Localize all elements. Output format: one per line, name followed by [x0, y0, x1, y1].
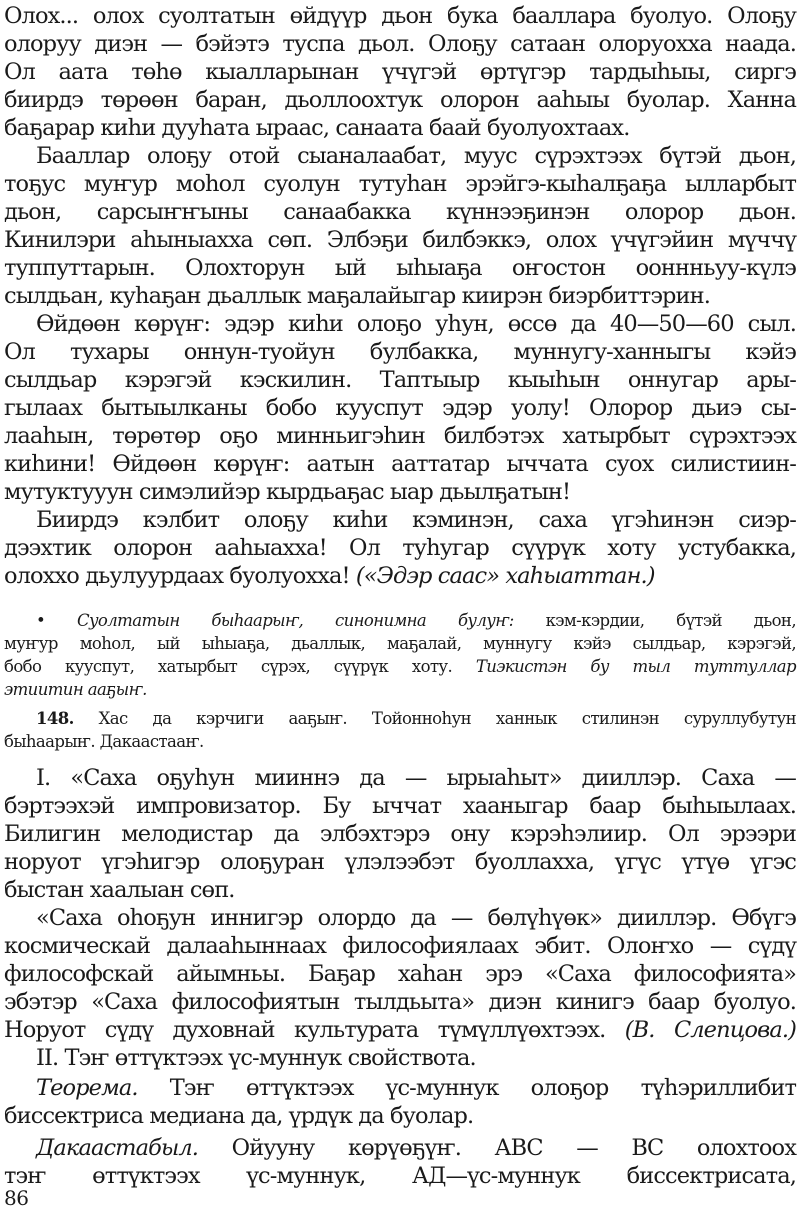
proof-line: тэҥ өттүктээх үс-муннук, АД—үс-муннук биссектрисата,	[4, 1163, 796, 1189]
text-line: быстан хаалыан сөп.	[4, 877, 235, 903]
exercise-line: быһаарыҥ. Дакаастааҥ.	[4, 732, 204, 751]
text-line: олоруу диэн — бэйэтэ туспа дьол. Олоҕу сатаан олоруохха наада.	[4, 31, 796, 57]
task-note-line: муҥур моһол, ый ыһыаҕа, дьаллык, маҕалай, муннугу кэйэ сылдьар, кэрэгэй,	[4, 634, 796, 653]
text-line: космическай далааһыннаах философиялаах эбит. Олоҥхо — сүдү	[4, 933, 796, 959]
text-line: дьон, сарсыҥҥыны санаабакка күннээҕинэн олорор дьон.	[4, 199, 796, 225]
exercise-number: 148.	[36, 709, 74, 728]
text-line: сылдьан, куһаҕан дьаллык маҕалайыгар киирэн биэрбиттэрин.	[4, 283, 710, 309]
text-line: Олох... олох суолтатын өйдүүр дьон бука бааллара буолуо. Олоҕу	[4, 3, 796, 29]
text-line: I. «Саха оҕуһун мииннэ да — ырыаһыт» дииллэр. Саха —	[36, 765, 796, 791]
task-note-line	[4, 656, 796, 678]
proof-line	[36, 1134, 796, 1162]
text-line: биирдэ төрөөн баран, дьоллоохтук олорон ааһыы буолар. Ханна	[4, 87, 796, 113]
text-line: Өйдөөн көрүҥ: эдэр киһи олоҕо уһун, өссө да 40—50—60 сыл.	[36, 311, 796, 337]
text-line: сылдьар кэрэгэй кэскилин. Таптыыр кыыһын оннугар ары-	[4, 367, 796, 393]
text-line: Бааллар олоҕу отой сыаналаабат, муус сүрэхтээх бүтэй дьон,	[36, 143, 796, 169]
bullet-icon: •	[36, 611, 46, 630]
section-heading: II. Тэҥ өттүктээх үс-муннук свойствота.	[36, 1045, 476, 1071]
text-line: эбэтэр «Саха философиятын тылдьыта» диэн кинигэ баар буолуо.	[4, 989, 796, 1015]
text-fragment: Норуот сүдү духовнай культурата түмүллүөхтээх.	[4, 1017, 606, 1043]
text-fragment: Тиэкистэн бу тыл туттуллар	[475, 657, 796, 676]
task-note-line: этиитин ааҕыҥ.	[4, 680, 147, 699]
text-line: гылаах бытыылканы бобо кууспут эдэр уолу! Олорор дьиэ сы-	[4, 395, 796, 421]
text-fragment: Хас да кэрчиги ааҕыҥ. Тойонноһун ханнык стилинэн суруллубутун	[98, 709, 796, 728]
text-line: дээхтик олорон ааһыахха! Ол туһугар сүүрүк хоту устубакка,	[4, 535, 796, 561]
text-fragment: Ойууну көрүөҕүҥ. АВС — ВС олохтоох	[231, 1135, 796, 1161]
text-fragment: Тэҥ өттүктээх үс-муннук олоҕор түһэриллибит	[169, 1075, 796, 1101]
exercise-line	[36, 708, 796, 730]
theorem-line: биссектриса медиана да, үрдүк да буолар.	[4, 1103, 474, 1129]
theorem-label: Теорема.	[36, 1075, 138, 1101]
author-citation: (В. Слепцова.)	[624, 1017, 796, 1043]
text-line: киһини! Өйдөөн көрүҥ: аатын ааттатар ыччата суох силистиин-	[4, 451, 796, 477]
text-line: норуот үгэһигэр олоҕуран үлэлээбэт буоллахха, үгүс үтүө үгэс	[4, 849, 796, 875]
text-fragment: кэм-кэрдии, бүтэй дьон,	[545, 611, 796, 630]
text-line: лааһын, төрөтөр оҕо минньигэһин билбэтэх хатырбыт сүрэхтээх	[4, 423, 796, 449]
text-line: бэртээхэй импровизатор. Бу ыччат хааныгар баар быһыылаах.	[4, 793, 796, 819]
text-fragment: бобо кууспут, хатырбыт сүрэх, сүүрүк хоту.	[4, 657, 453, 676]
text-line	[4, 1016, 796, 1044]
text-line: философскай айымньы. Баҕар хаһан эрэ «Саха философията»	[4, 961, 796, 987]
text-line: Билигин мелодистар да элбэхтэрэ ону кэрэһэлиир. Ол эрээри	[4, 821, 796, 847]
text-fragment: олоххо дьулуурдаах буолуохха!	[4, 563, 350, 589]
text-line: Ол тухары оннун-туойун булбакка, муннугу-ханныгы кэйэ	[4, 339, 796, 365]
text-line: мутуктууун симэлийэр кырдьаҕас ыар дьылҕатын!	[4, 479, 571, 505]
text-line: туппуттарын. Олохторун ый ыһыаҕа оҥостон ооннньуу-күлэ	[4, 255, 796, 281]
text-line: баҕарар киһи дууһата ыраас, санаата баай буолуохтаах.	[4, 115, 630, 141]
source-citation: («Эдэр саас» хаһыаттан.)	[355, 563, 655, 589]
text-line: «Саха оһоҕун иннигэр олордо да — бөлүһүөк» дииллэр. Өбүгэ	[36, 905, 796, 931]
page-number: 86	[4, 1186, 29, 1210]
task-instruction: Суолтатын быһаарыҥ, синонимна булуҥ:	[76, 611, 514, 630]
text-line: Ол аата төһө кыалларынан үчүгэй өртүгэр тардыһыы, сиргэ	[4, 59, 796, 85]
text-line: Кинилэри аһыныахха сөп. Элбэҕи билбэккэ, олох үчүгэйин мүччү	[4, 227, 796, 253]
text-line	[4, 562, 796, 590]
task-note-line	[36, 610, 796, 632]
text-line: тоҕус муҥур моһол суолун тутуһан эрэйгэ-кыһалҕаҕа ылларбыт	[4, 171, 796, 197]
proof-label: Дакаастабыл.	[36, 1135, 199, 1161]
theorem-line	[36, 1074, 796, 1102]
text-line: Биирдэ кэлбит олоҕу киһи кэминэн, саха үгэһинэн сиэр-	[36, 507, 796, 533]
